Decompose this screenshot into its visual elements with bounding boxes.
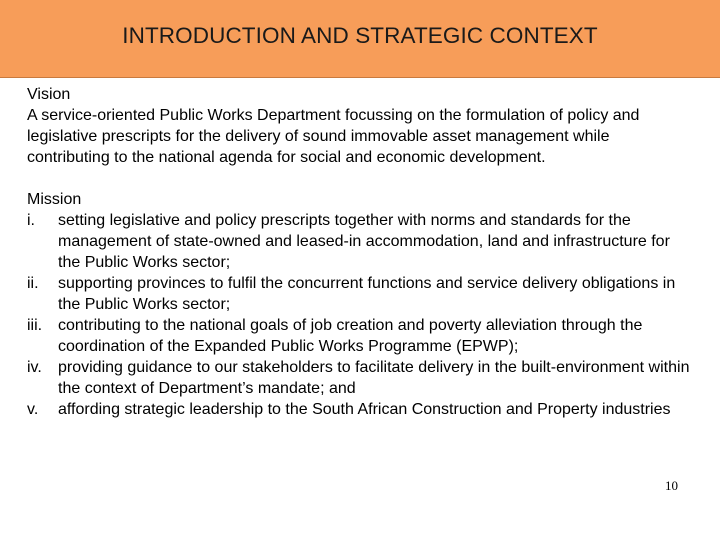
mission-item-text: supporting provinces to fulfil the concurrent functions and service delivery obligations in the Public Works sector; (58, 275, 676, 313)
mission-list (27, 210, 695, 420)
mission-item-numeral: ii. (27, 275, 39, 292)
mission-heading: Mission (27, 191, 82, 208)
mission-item-numeral: iii. (27, 317, 43, 334)
vision-section (27, 84, 695, 168)
mission-item-text: providing guidance to our stakeholders to facilitate delivery in the built-environment within the context of Department’s mandate; and (58, 359, 690, 397)
mission-item-text: affording strategic leadership to the South African Construction and Property industries (58, 401, 671, 418)
mission-item-numeral: v. (27, 401, 39, 418)
mission-item (27, 210, 695, 273)
title-banner (0, 0, 720, 78)
page-number: 10 (665, 478, 678, 493)
slide-content (27, 84, 695, 420)
mission-item-numeral: i. (27, 212, 35, 229)
slide-title: INTRODUCTION AND STRATEGIC CONTEXT (122, 22, 598, 48)
vision-text: A service-oriented Public Works Department focussing on the formulation of policy and legislative prescripts for the delivery of sound immovable asset management while contributing to the national agenda for social and economic development. (27, 107, 640, 166)
mission-item (27, 399, 695, 420)
mission-item (27, 315, 695, 357)
mission-item-text: setting legislative and policy prescripts together with norms and standards for the management of state-owned and leased-in accommodation, land and infrastructure for the Public Works sector; (58, 212, 670, 271)
mission-item-text: contributing to the national goals of job creation and poverty alleviation through the coordination of the Expanded Public Works Programme (EPWP); (58, 317, 643, 355)
mission-section (27, 189, 695, 420)
vision-heading: Vision (27, 86, 71, 103)
mission-item-numeral: iv. (27, 359, 42, 376)
mission-item (27, 357, 695, 399)
mission-item (27, 273, 695, 315)
